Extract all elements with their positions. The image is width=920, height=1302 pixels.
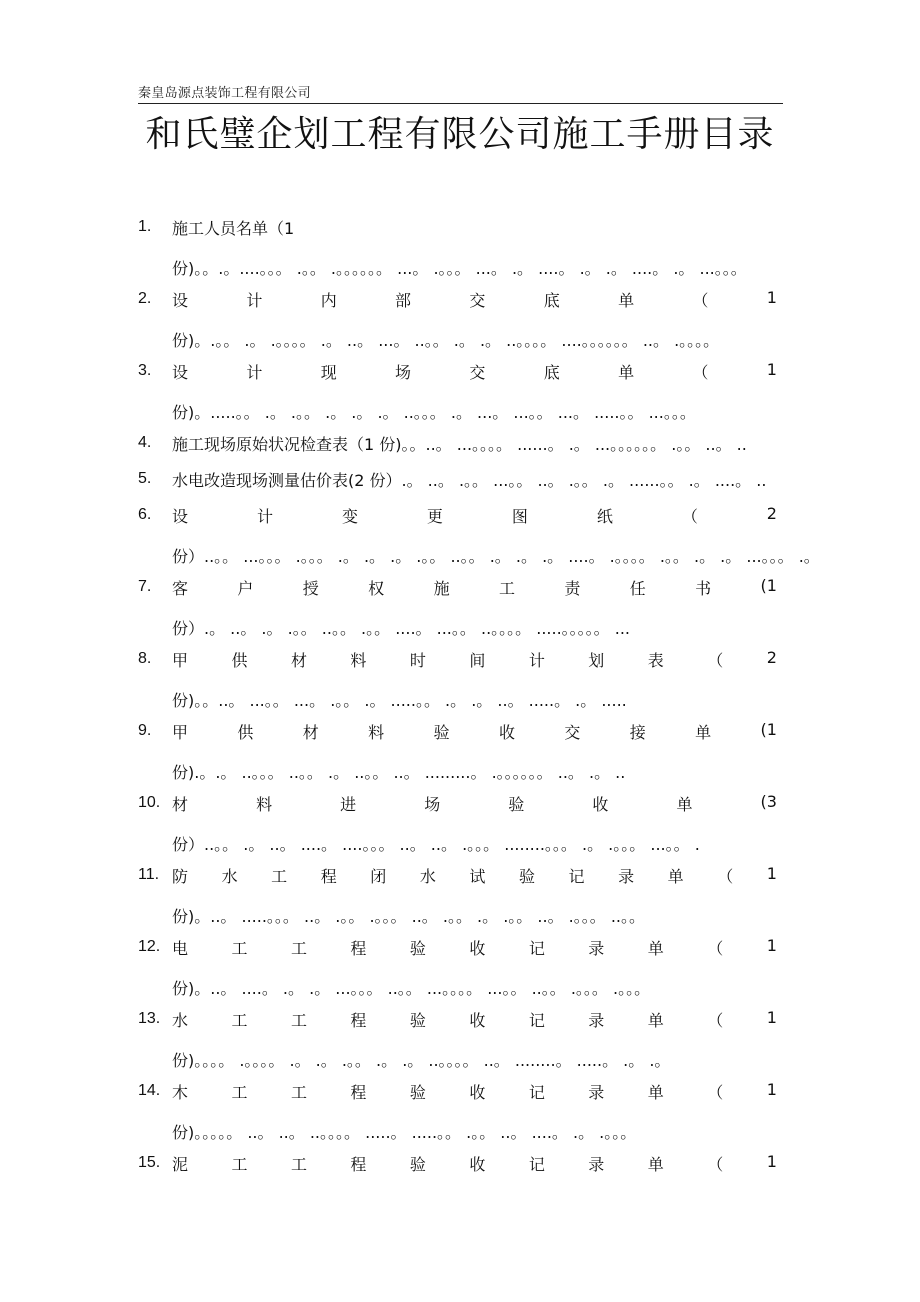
toc-entry-title (172, 648, 777, 671)
toc-entry-char: 1 (766, 936, 777, 955)
toc-entry-char: 录 (618, 867, 635, 886)
toc-entry-char: 内 (320, 291, 337, 310)
toc-entry-char: 料 (368, 723, 385, 742)
toc-entry-title (172, 288, 777, 311)
toc-entry-number: 3. (138, 362, 152, 379)
toc-entry-char: 验 (409, 939, 426, 958)
toc-entry-char: 甲 (172, 723, 189, 742)
toc-entry-char: 场 (424, 795, 441, 814)
toc-entry-char: （ (707, 1155, 724, 1174)
toc-entry-char: 交 (469, 291, 486, 310)
toc-entry-char: 单 (647, 1011, 664, 1030)
toc-entry-title (172, 792, 777, 815)
toc-entry-number: 15. (138, 1154, 161, 1171)
toc-line (138, 606, 783, 642)
toc-entry-number: 2. (138, 290, 152, 307)
toc-entry-char: 1 (766, 288, 777, 307)
toc-entry-char: 1 (766, 1152, 777, 1171)
toc-entry-number: 5. (138, 470, 152, 487)
toc-entry-char: （ (692, 363, 709, 382)
toc-entry-leader: 份)。..。 ....。 .。 .。 ...。。。 ..。。 ...。。。。 ...。。 ..。。 .。。。 .。。。 (172, 979, 651, 998)
toc-line (138, 354, 783, 390)
toc-entry-char: 单 (647, 1083, 664, 1102)
toc-entry-leader: 份)。.。。 .。 .。。。。 .。 ..。 ...。 ..。。 .。 .。 ..。。。。 ....。。。。。。 ..。 .。。。。 (172, 331, 720, 350)
toc-entry-char: 程 (350, 1155, 367, 1174)
toc-entry-char: 纸 (596, 507, 613, 526)
toc-entry-char: 更 (426, 507, 443, 526)
toc-entry-title (172, 504, 777, 527)
toc-line (138, 786, 783, 822)
toc-line (138, 462, 783, 498)
toc-entry-char: 验 (409, 1155, 426, 1174)
toc-entry-char: 1 (766, 1080, 777, 1099)
toc-entry-char: （ (681, 507, 698, 526)
toc-line (138, 426, 783, 462)
toc-entry-title (172, 576, 777, 599)
toc-entry-char: （ (707, 1083, 724, 1102)
toc-entry-char: 工 (290, 1155, 307, 1174)
toc-entry-char: 收 (469, 1011, 486, 1030)
toc-entry-char: 设 (172, 507, 189, 526)
toc-entry-char: 料 (350, 651, 367, 670)
toc-entry-char: 录 (588, 1083, 605, 1102)
toc-entry-char: 场 (395, 363, 412, 382)
toc-entry-char: 工 (231, 1011, 248, 1030)
toc-entry-title (172, 720, 777, 743)
toc-entry-char: 变 (341, 507, 358, 526)
toc-entry-char: 书 (695, 579, 712, 598)
toc-entry-char: 间 (469, 651, 486, 670)
toc-entry-char: 验 (508, 795, 525, 814)
toc-entry-char: 时 (409, 651, 426, 670)
toc-entry-char: 程 (350, 1083, 367, 1102)
toc-entry-char: 水 (419, 867, 436, 886)
toc-entry-char: 1 (766, 1008, 777, 1027)
toc-entry-char: 验 (518, 867, 535, 886)
toc-entry-char: 程 (350, 1011, 367, 1030)
toc-entry-title: 施工人员名单（1 (172, 219, 295, 238)
toc-entry-char: 料 (256, 795, 273, 814)
toc-entry-char: 记 (568, 867, 585, 886)
toc-line (138, 822, 783, 858)
toc-entry-char: 录 (588, 1011, 605, 1030)
toc-entry-title (172, 936, 777, 959)
toc-line (138, 714, 783, 750)
header-company-name: 秦皇岛源点装饰工程有限公司 (138, 86, 311, 101)
toc-line (138, 1074, 783, 1110)
toc-entry-leader: 份)。。。。。 ..。 ..。 ..。。。。 .....。 .....。。 .。。 ..。 ....。 .。 .。。。 (172, 1123, 637, 1142)
toc-entry-number: 9. (138, 722, 152, 739)
toc-line (138, 534, 820, 570)
toc-entry-char: 收 (469, 1083, 486, 1102)
toc-line (138, 390, 783, 426)
toc-line (138, 210, 783, 246)
toc-entry-char: 验 (409, 1011, 426, 1030)
toc-entry-number: 13. (138, 1010, 161, 1027)
toc-entry-number: 6. (138, 506, 152, 523)
toc-line (138, 1038, 783, 1074)
toc-entry-char: 计 (246, 363, 263, 382)
toc-entry-leader: 份）..。。 .。 ..。 ....。 ....。。。 ..。 ..。 .。。。 ........。。。 .。 .。。。 ...。。 . (172, 835, 700, 854)
toc-entry-char: 单 (676, 795, 693, 814)
toc-entry-char: 供 (237, 723, 254, 742)
toc-line (138, 642, 783, 678)
toc-entry-char: 水 (172, 1011, 189, 1030)
toc-entry-char: 单 (695, 723, 712, 742)
toc-entry-char: 工 (290, 1011, 307, 1030)
toc-entry-char: (1 (760, 720, 777, 739)
toc-entry-char: 材 (172, 795, 189, 814)
toc-entry-char: 程 (320, 867, 337, 886)
toc-entry-char: 收 (469, 939, 486, 958)
toc-entry-char: 收 (592, 795, 609, 814)
toc-entry-char: 闭 (370, 867, 387, 886)
toc-entry-char: 部 (395, 291, 412, 310)
toc-entry-char: 甲 (172, 651, 189, 670)
toc-entry-number: 14. (138, 1082, 161, 1099)
toc-entry-char: 客 (172, 579, 189, 598)
toc-entry-number: 4. (138, 434, 152, 451)
toc-entry-char: 任 (629, 579, 646, 598)
toc-entry-char: 责 (564, 579, 581, 598)
toc-entry-char: 现 (320, 363, 337, 382)
toc-entry-char: 户 (237, 579, 254, 598)
toc-entry-title (172, 864, 777, 887)
toc-line (138, 1146, 783, 1182)
toc-line (138, 282, 783, 318)
toc-entry-char: (3 (760, 792, 777, 811)
toc-line (138, 246, 783, 282)
toc-entry-char: （ (707, 1011, 724, 1030)
toc-entry-char: 底 (543, 363, 560, 382)
toc-entry-title (172, 1080, 777, 1103)
toc-entry-char: 单 (667, 867, 684, 886)
toc-line (138, 894, 783, 930)
toc-line (138, 966, 783, 1002)
toc-entry-char: 记 (528, 1011, 545, 1030)
toc-entry-char: 泥 (172, 1155, 189, 1174)
toc-line (138, 570, 783, 606)
document-title: 和氏璧企划工程有限公司施工手册目录 (145, 114, 775, 155)
toc-entry-char: 进 (340, 795, 357, 814)
toc-entry-char: 2 (766, 648, 777, 667)
toc-entry-leader: 份）..。。 ...。。。 .。。。 .。 .。 .。 .。。 ..。。 .。 .。 .。 ....。 .。。。。 .。。 .。 .。 ...。。。 .。 (172, 547, 820, 566)
toc-entry-char: 单 (647, 1155, 664, 1174)
toc-entry-char: 计 (256, 507, 273, 526)
toc-entry-char: 单 (647, 939, 664, 958)
toc-entry-title: 水电改造现场测量估价表(2 份）.。 ..。 .。。 ...。。 ..。 .。。 .。 ......。。 .。 ....。 .. (172, 471, 767, 490)
toc-entry-char: 材 (290, 651, 307, 670)
toc-entry-char: 工 (231, 1083, 248, 1102)
toc-entry-char: 记 (528, 939, 545, 958)
toc-entry-char: 工 (231, 939, 248, 958)
toc-entry-char: 工 (231, 1155, 248, 1174)
toc-entry-char: 底 (543, 291, 560, 310)
toc-entry-char: 水 (221, 867, 238, 886)
toc-line (138, 858, 783, 894)
toc-entry-number: 7. (138, 578, 152, 595)
toc-entry-char: 授 (302, 579, 319, 598)
toc-entry-char: 工 (290, 1083, 307, 1102)
toc-line (138, 930, 783, 966)
toc-line (138, 318, 783, 354)
page-header (138, 82, 783, 104)
toc-entry-char: 权 (368, 579, 385, 598)
toc-entry-char: 工 (271, 867, 288, 886)
toc-entry-char: 防 (172, 867, 189, 886)
toc-entry-char: 录 (588, 1155, 605, 1174)
toc-entry-leader: 份)。..。 .....。。。 ..。 .。。 .。。。 ..。 .。。 .。 .。。 ..。 .。。。 ..。。 (172, 907, 645, 926)
toc-entry-char: （ (717, 867, 734, 886)
toc-entry-char: 单 (618, 363, 635, 382)
toc-entry-title (172, 1152, 777, 1175)
toc-entry-char: 交 (564, 723, 581, 742)
toc-entry-leader: 份)。。.。....。。。 .。。 .。。。。。。 ...。 .。。。 ...。 .。 ....。 .。 .。 ....。 .。 ...。。。 (172, 259, 747, 278)
toc-entry-char: 工 (290, 939, 307, 958)
toc-entry-number: 10. (138, 794, 161, 811)
toc-entry-number: 1. (138, 218, 152, 235)
toc-entry-title (172, 360, 777, 383)
toc-entry-char: 录 (588, 939, 605, 958)
toc-entry-char: 表 (647, 651, 664, 670)
toc-entry-char: 验 (409, 1083, 426, 1102)
toc-entry-char: 材 (302, 723, 319, 742)
toc-line (138, 678, 783, 714)
toc-entry-char: 单 (618, 291, 635, 310)
toc-entry-char: 记 (528, 1083, 545, 1102)
toc-entry-char: 接 (629, 723, 646, 742)
toc-entry-char: 计 (246, 291, 263, 310)
toc-entry-char: 工 (498, 579, 515, 598)
toc-entry-char: 设 (172, 291, 189, 310)
toc-entry-leader: 份)。。。。 .。。。。 .。 .。 .。。 .。 .。 ..。。。。 ..。 ........。 .....。 .。 .。 (172, 1051, 671, 1070)
toc-line (138, 750, 783, 786)
toc-entry-char: 施 (433, 579, 450, 598)
toc-entry-char: 记 (528, 1155, 545, 1174)
toc-entry-char: 设 (172, 363, 189, 382)
toc-line (138, 498, 783, 534)
toc-entry-char: 计 (528, 651, 545, 670)
toc-line (138, 1110, 783, 1146)
toc-entry-char: 木 (172, 1083, 189, 1102)
toc-entry-char: （ (692, 291, 709, 310)
toc-entry-char: （ (707, 939, 724, 958)
toc-entry-char: 验 (433, 723, 450, 742)
table-of-contents (138, 210, 820, 1182)
toc-entry-char: 划 (588, 651, 605, 670)
toc-entry-char: 程 (350, 939, 367, 958)
toc-entry-char: 交 (469, 363, 486, 382)
toc-entry-leader: 份)。。..。 ...。。 ...。 .。。 .。 .....。。 .。 .。 ..。 .....。 .。 ..... (172, 691, 627, 710)
toc-entry-leader: 份)。.....。。 .。 .。。 .。 .。 .。 ..。。。 .。 ...。 ...。。 ...。 .....。。 ...。。。 (172, 403, 696, 422)
toc-entry-char: （ (707, 651, 724, 670)
toc-entry-char: 1 (766, 360, 777, 379)
toc-entry-leader: 份).。.。 ..。。。 ..。。 .。 ..。。 ..。 .........。 .。。。。。。 ..。 .。 .. (172, 763, 626, 782)
toc-line (138, 1002, 783, 1038)
toc-entry-char: (1 (760, 576, 777, 595)
toc-entry-char: 电 (172, 939, 189, 958)
toc-entry-char: 收 (498, 723, 515, 742)
toc-entry-char: 1 (766, 864, 777, 883)
toc-entry-number: 8. (138, 650, 152, 667)
toc-entry-number: 12. (138, 938, 161, 955)
toc-entry-title (172, 1008, 777, 1031)
toc-entry-char: 图 (511, 507, 528, 526)
toc-entry-leader: 份）.。 ..。 .。 .。。 ..。。 .。。 ....。 ...。。 ..。。。。 .....。。。。。 ... (172, 619, 631, 638)
toc-entry-char: 试 (469, 867, 486, 886)
toc-entry-char: 收 (469, 1155, 486, 1174)
toc-entry-char: 供 (231, 651, 248, 670)
toc-entry-title: 施工现场原始状况检查表（1 份)。。..。 ...。。。。 ......。 .。 ...。。。。。。 .。。 ..。 .. (172, 435, 747, 454)
toc-entry-char: 2 (766, 504, 777, 523)
toc-entry-number: 11. (138, 866, 160, 883)
